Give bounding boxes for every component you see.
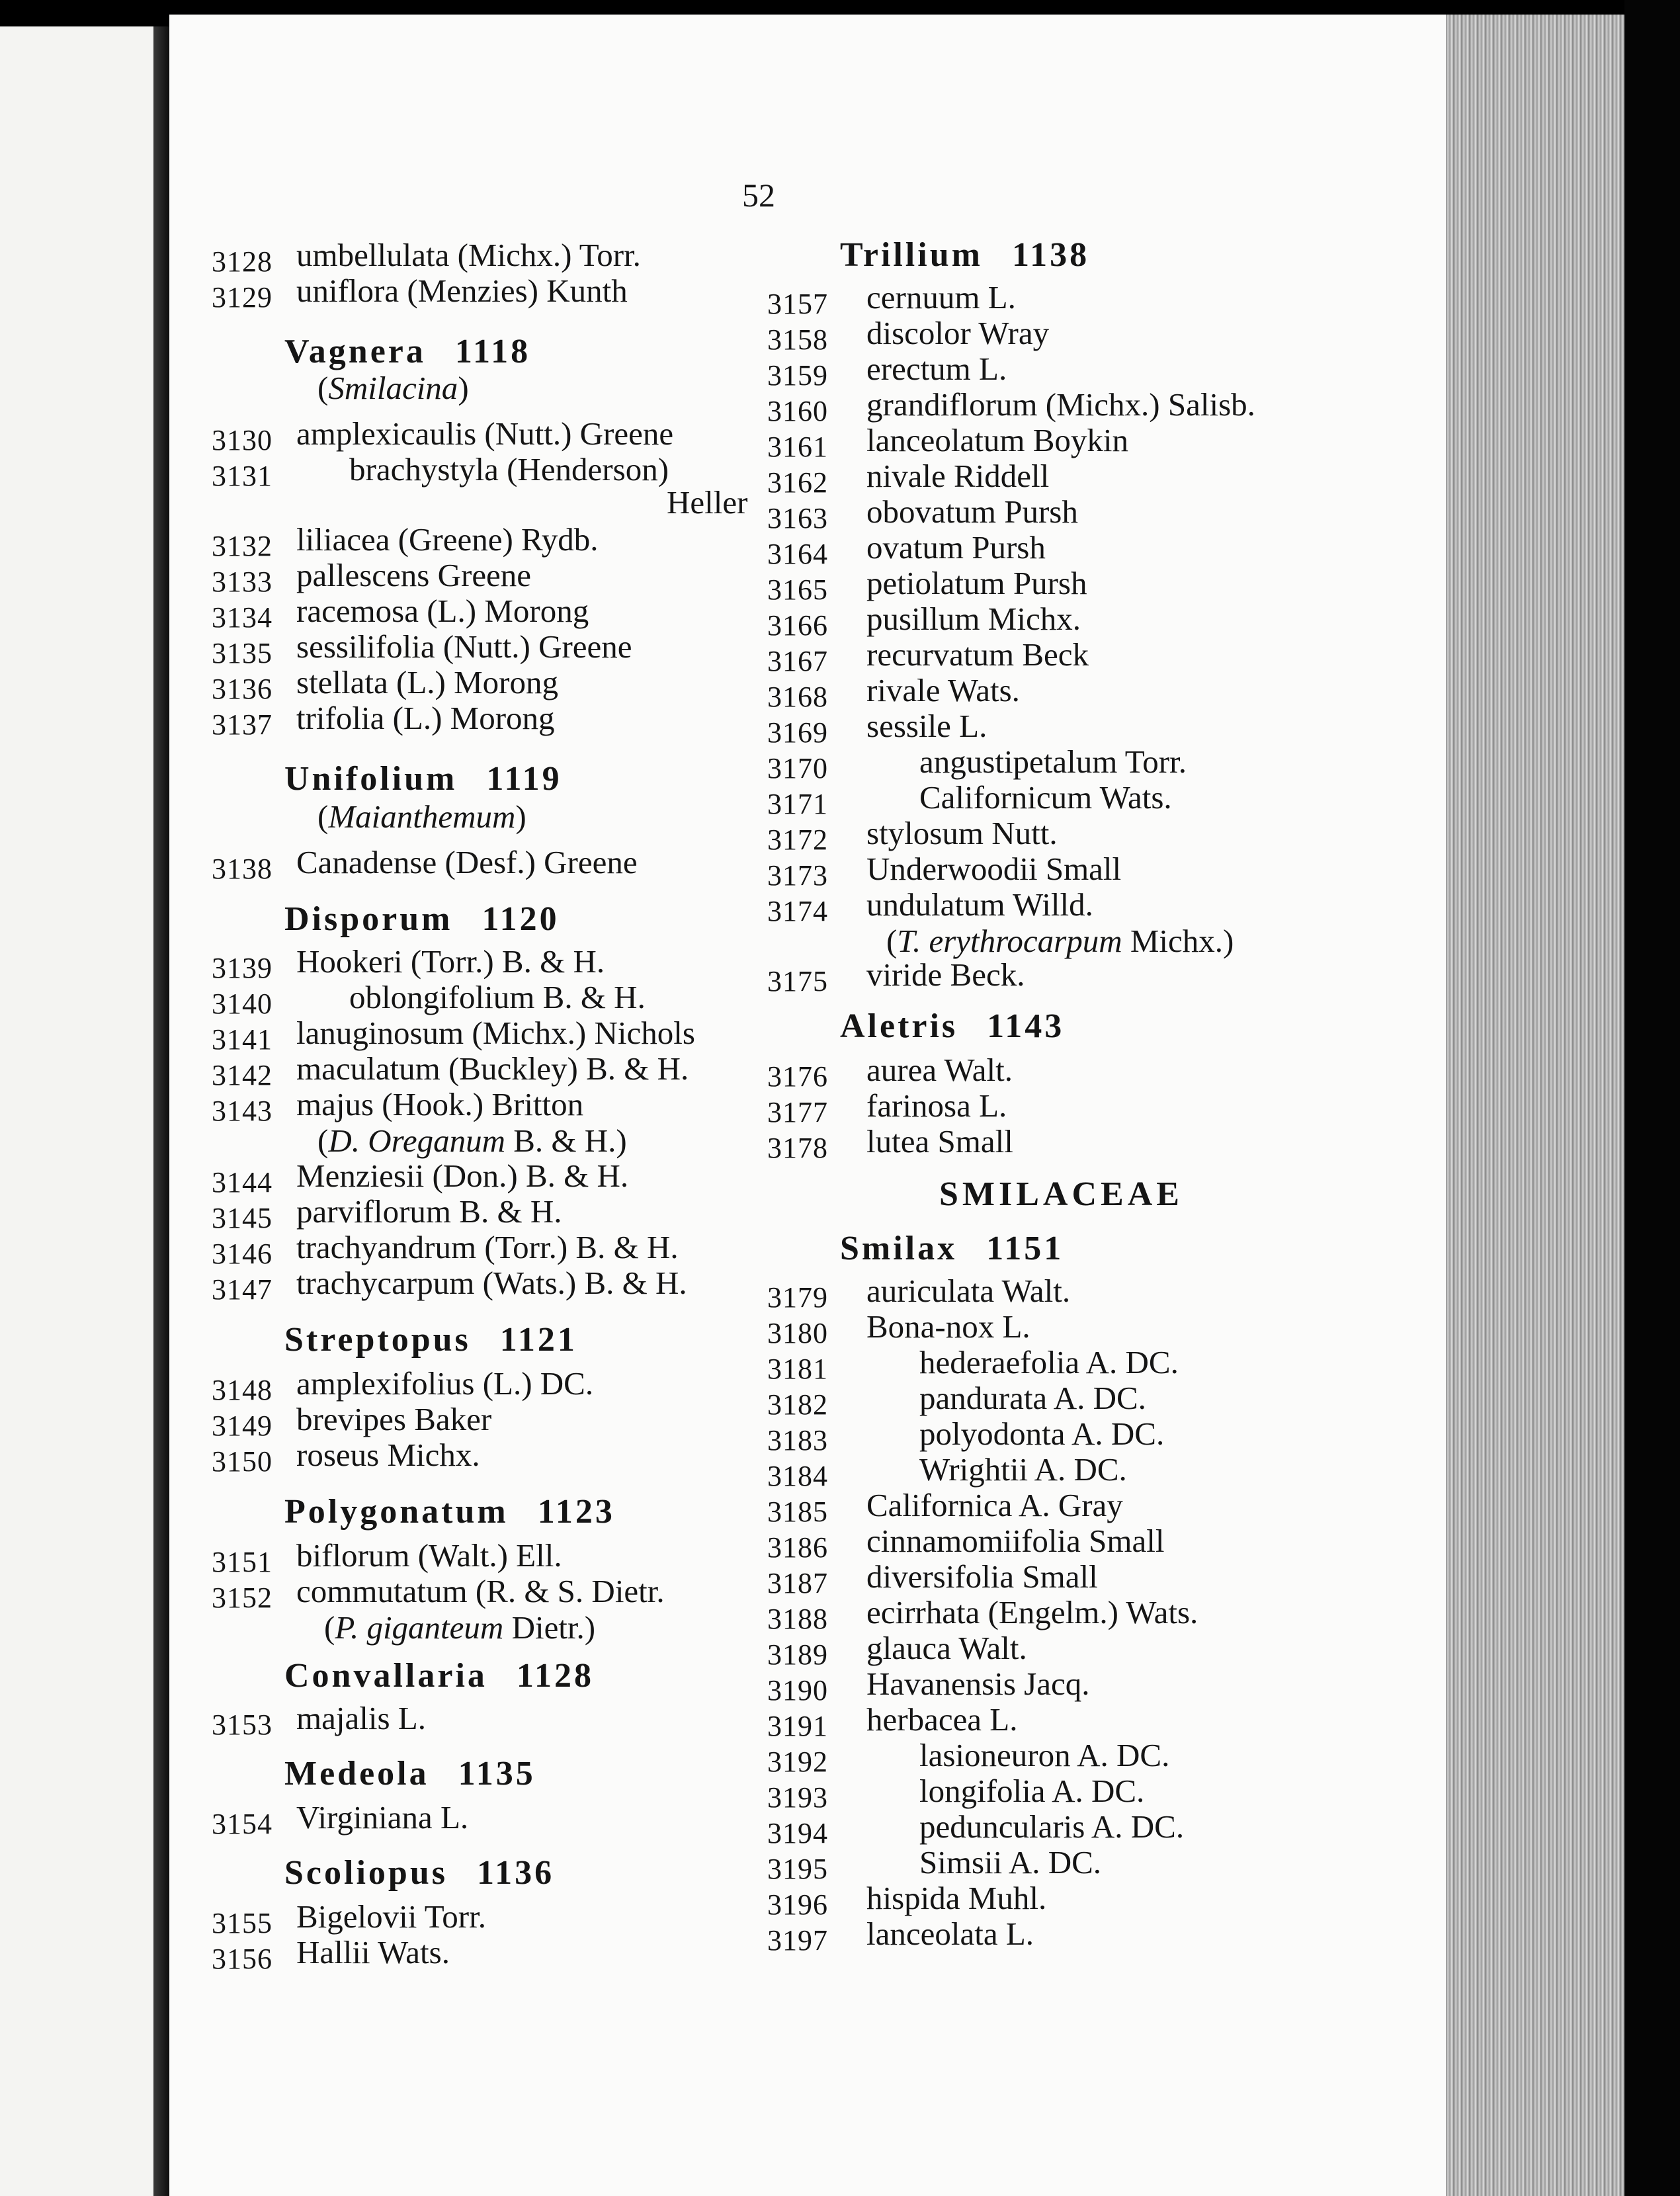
species-name: obovatum Pursh xyxy=(866,493,1078,530)
species-name: nivale Riddell xyxy=(866,458,1050,494)
species-name: maculatum (Buckley) B. & H. xyxy=(296,1050,689,1087)
species-name: brachystyla (Henderson) xyxy=(349,451,669,487)
entry-number: 3193 xyxy=(767,1781,828,1814)
entry-number: 3170 xyxy=(767,752,828,784)
species-name: rivale Wats. xyxy=(866,672,1020,708)
species-name: umbellulata (Michx.) Torr. xyxy=(296,237,641,273)
entry-number: 3194 xyxy=(767,1817,828,1849)
entry-number: 3129 xyxy=(212,281,273,314)
genus-name: Convallaria xyxy=(284,1657,487,1695)
species-name: lanceolata L. xyxy=(866,1916,1034,1952)
genus-name: Medeola xyxy=(284,1755,429,1793)
entry-number: 3168 xyxy=(767,681,828,713)
species-name: Simsii A. DC. xyxy=(919,1844,1102,1880)
entry-number: 3166 xyxy=(767,609,828,642)
genus-name: Trillium xyxy=(840,236,983,274)
entry-number: 3185 xyxy=(767,1496,828,1528)
entry-number: 3131 xyxy=(212,460,273,492)
entry-number: 3173 xyxy=(767,859,828,892)
species-name: lanceolatum Boykin xyxy=(866,422,1128,458)
previous-page-edge xyxy=(0,26,153,2196)
genus-code: 1120 xyxy=(482,900,560,938)
species-name: viride Beck. xyxy=(866,956,1025,993)
species-name: roseus Michx. xyxy=(296,1437,480,1473)
entry-number: 3147 xyxy=(212,1273,273,1306)
species-name: farinosa L. xyxy=(866,1087,1007,1124)
entry-number: 3175 xyxy=(767,965,828,997)
species-name: Californica A. Gray xyxy=(866,1487,1123,1523)
species-name: recurvatum Beck xyxy=(866,636,1089,673)
genus-heading xyxy=(284,900,560,939)
genus-name: Aletris xyxy=(840,1007,958,1045)
species-name: Canadense (Desf.) Greene xyxy=(296,844,638,880)
entry-number: 3148 xyxy=(212,1374,273,1406)
family-heading: SMILACEAE xyxy=(939,1175,1183,1213)
page-number: 52 xyxy=(742,177,775,214)
synonym-italic: T. erythrocarpum xyxy=(897,923,1122,959)
synonym-note: (P. giganteum Dietr.) xyxy=(324,1609,596,1646)
species-name: stylosum Nutt. xyxy=(866,815,1058,851)
entry-number: 3141 xyxy=(212,1023,273,1056)
genus-code: 1119 xyxy=(486,760,562,798)
entry-number: 3190 xyxy=(767,1674,828,1707)
entry-number: 3155 xyxy=(212,1907,273,1939)
entry-number: 3150 xyxy=(212,1445,273,1478)
entry-number: 3165 xyxy=(767,573,828,606)
page-stack-edges xyxy=(1446,15,1624,2196)
genus-heading xyxy=(284,759,562,798)
genus-name: Vagnera xyxy=(284,333,426,370)
species-name: Havanensis Jacq. xyxy=(866,1666,1090,1702)
species-name: pusillum Michx. xyxy=(866,601,1081,637)
genus-code: 1151 xyxy=(986,1230,1064,1267)
entry-number: 3177 xyxy=(767,1096,828,1128)
genus-name: Polygonatum xyxy=(284,1493,509,1531)
entry-number: 3171 xyxy=(767,788,828,820)
genus-name: Scoliopus xyxy=(284,1854,448,1892)
species-name: cernuum L. xyxy=(866,279,1016,316)
entry-number: 3188 xyxy=(767,1603,828,1635)
species-name: amplexicaulis (Nutt.) Greene xyxy=(296,415,674,452)
entry-number: 3176 xyxy=(767,1060,828,1093)
species-name: ovatum Pursh xyxy=(866,529,1046,566)
species-name: peduncularis A. DC. xyxy=(919,1808,1185,1845)
entry-number: 3137 xyxy=(212,708,273,741)
entry-number: 3133 xyxy=(212,566,273,598)
species-name: Menziesii (Don.) B. & H. xyxy=(296,1158,629,1194)
species-name: Hookeri (Torr.) B. & H. xyxy=(296,943,605,980)
entry-number: 3183 xyxy=(767,1424,828,1457)
genus-code: 1121 xyxy=(499,1321,577,1359)
species-name: brevipes Baker xyxy=(296,1401,492,1437)
entry-number: 3139 xyxy=(212,952,273,984)
genus-code: 1128 xyxy=(516,1657,595,1695)
entry-number: 3138 xyxy=(212,853,273,885)
entry-number: 3144 xyxy=(212,1166,273,1199)
entry-number: 3197 xyxy=(767,1924,828,1957)
species-name: sessilifolia (Nutt.) Greene xyxy=(296,628,632,665)
entry-number: 3164 xyxy=(767,538,828,570)
entry-number: 3162 xyxy=(767,466,828,499)
genus-code: 1136 xyxy=(476,1854,555,1892)
species-name: grandiflorum (Michx.) Salisb. xyxy=(866,386,1255,423)
species-name: Bigelovii Torr. xyxy=(296,1898,486,1935)
species-name: uniflora (Menzies) Kunth xyxy=(296,273,628,309)
species-name: lutea Small xyxy=(866,1123,1013,1160)
species-name: petiolatum Pursh xyxy=(866,565,1087,601)
species-name: oblongifolium B. & H. xyxy=(349,979,646,1015)
entry-number: 3180 xyxy=(767,1317,828,1349)
species-name: hederaefolia A. DC. xyxy=(919,1344,1179,1380)
entry-number: 3174 xyxy=(767,895,828,927)
entry-number: 3159 xyxy=(767,359,828,392)
entry-number: 3195 xyxy=(767,1853,828,1885)
entry-number: 3169 xyxy=(767,716,828,749)
species-name: aurea Walt. xyxy=(866,1052,1013,1088)
species-name: auriculata Walt. xyxy=(866,1273,1071,1309)
entry-number: 3153 xyxy=(212,1709,273,1741)
entry-number: 3178 xyxy=(767,1132,828,1164)
synonym-note: (Smilacina) xyxy=(317,370,469,406)
entry-number: 3136 xyxy=(212,673,273,705)
species-name: Hallii Wats. xyxy=(296,1934,450,1970)
species-name: trachycarpum (Wats.) B. & H. xyxy=(296,1265,687,1301)
species-name: polyodonta A. DC. xyxy=(919,1415,1165,1452)
species-name: pandurata A. DC. xyxy=(919,1380,1146,1416)
entry-number: 3172 xyxy=(767,824,828,856)
species-name: liliacea (Greene) Rydb. xyxy=(296,521,599,558)
species-name: longifolia A. DC. xyxy=(919,1773,1145,1809)
entry-number: 3192 xyxy=(767,1746,828,1778)
genus-name: Disporum xyxy=(284,900,453,938)
species-name: cinnamomiifolia Small xyxy=(866,1523,1165,1559)
species-name: diversifolia Small xyxy=(866,1558,1098,1595)
species-name: trifolia (L.) Morong xyxy=(296,700,555,736)
entry-number: 3179 xyxy=(767,1281,828,1314)
species-name: erectum L. xyxy=(866,351,1007,387)
species-name: Heller xyxy=(667,484,748,521)
species-name: hispida Muhl. xyxy=(866,1880,1047,1916)
synonym-italic: Maianthemum xyxy=(328,798,516,835)
species-name: parviflorum B. & H. xyxy=(296,1193,562,1230)
species-name: stellata (L.) Morong xyxy=(296,664,558,700)
genus-code: 1138 xyxy=(1011,236,1090,274)
entry-number: 3128 xyxy=(212,245,273,278)
genus-name: Streptopus xyxy=(284,1321,471,1359)
species-name: trachyandrum (Torr.) B. & H. xyxy=(296,1229,679,1265)
genus-code: 1135 xyxy=(458,1755,536,1793)
species-name: ecirrhata (Engelm.) Wats. xyxy=(866,1594,1198,1630)
entry-number: 3167 xyxy=(767,645,828,677)
entry-number: 3152 xyxy=(212,1582,273,1614)
species-name: lasioneuron A. DC. xyxy=(919,1737,1170,1773)
genus-heading xyxy=(284,1320,577,1359)
genus-heading xyxy=(284,332,530,371)
species-name: racemosa (L.) Morong xyxy=(296,593,589,629)
species-name: discolor Wray xyxy=(866,315,1050,351)
genus-name: Unifolium xyxy=(284,760,458,798)
synonym-note: (Maianthemum) xyxy=(317,798,526,835)
entry-number: 3156 xyxy=(212,1943,273,1975)
species-name: Virginiana L. xyxy=(296,1799,469,1836)
entry-number: 3186 xyxy=(767,1531,828,1564)
synonym-note: (D. Oreganum B. & H.) xyxy=(317,1122,627,1159)
synonym-italic: D. Oreganum xyxy=(328,1122,505,1159)
species-name: pallescens Greene xyxy=(296,557,532,593)
species-name: undulatum Willd. xyxy=(866,886,1093,923)
synonym-italic: Smilacina xyxy=(328,370,458,406)
entry-number: 3157 xyxy=(767,288,828,320)
genus-heading xyxy=(840,1229,1064,1268)
entry-number: 3196 xyxy=(767,1888,828,1921)
species-name: biflorum (Walt.) Ell. xyxy=(296,1537,562,1574)
entry-number: 3132 xyxy=(212,530,273,562)
entry-number: 3146 xyxy=(212,1238,273,1270)
genus-code: 1118 xyxy=(454,333,531,370)
species-name: majus (Hook.) Britton xyxy=(296,1086,584,1122)
entry-number: 3181 xyxy=(767,1353,828,1385)
synonym-note: (T. erythrocarpum Michx.) xyxy=(886,923,1234,959)
entry-number: 3191 xyxy=(767,1710,828,1742)
entry-number: 3163 xyxy=(767,502,828,534)
genus-heading xyxy=(284,1853,554,1892)
entry-number: 3149 xyxy=(212,1410,273,1442)
entry-number: 3182 xyxy=(767,1388,828,1421)
species-name: glauca Walt. xyxy=(866,1630,1027,1666)
species-name: amplexifolius (L.) DC. xyxy=(296,1365,594,1402)
entry-number: 3130 xyxy=(212,424,273,456)
genus-heading xyxy=(284,1754,536,1793)
entry-number: 3189 xyxy=(767,1638,828,1671)
genus-code: 1143 xyxy=(987,1007,1065,1045)
entry-number: 3187 xyxy=(767,1567,828,1599)
entry-number: 3140 xyxy=(212,988,273,1020)
entry-number: 3161 xyxy=(767,431,828,463)
synonym-italic: P. giganteum xyxy=(335,1609,504,1646)
scan-border xyxy=(1624,0,1680,2196)
entry-number: 3160 xyxy=(767,395,828,427)
entry-number: 3142 xyxy=(212,1059,273,1091)
species-name: Wrightii A. DC. xyxy=(919,1451,1127,1488)
entry-number: 3145 xyxy=(212,1202,273,1234)
entry-number: 3184 xyxy=(767,1460,828,1492)
genus-heading xyxy=(840,235,1089,274)
genus-heading xyxy=(284,1656,594,1695)
book-gutter xyxy=(153,26,169,2196)
genus-heading xyxy=(284,1492,615,1531)
entry-number: 3154 xyxy=(212,1808,273,1840)
species-name: majalis L. xyxy=(296,1700,426,1736)
entry-number: 3151 xyxy=(212,1546,273,1578)
species-name: Underwoodii Small xyxy=(866,851,1122,887)
species-name: commutatum (R. & S. Dietr. xyxy=(296,1573,665,1609)
species-name: lanuginosum (Michx.) Nichols xyxy=(296,1015,695,1051)
genus-heading xyxy=(840,1007,1064,1046)
species-name: Californicum Wats. xyxy=(919,779,1172,816)
entry-number: 3134 xyxy=(212,601,273,634)
species-name: sessile L. xyxy=(866,708,987,744)
species-name: Bona-nox L. xyxy=(866,1308,1030,1345)
genus-name: Smilax xyxy=(840,1230,958,1267)
genus-code: 1123 xyxy=(537,1493,615,1531)
species-name: herbacea L. xyxy=(866,1701,1018,1738)
species-name: angustipetalum Torr. xyxy=(919,743,1187,780)
entry-number: 3158 xyxy=(767,323,828,356)
entry-number: 3143 xyxy=(212,1095,273,1127)
entry-number: 3135 xyxy=(212,637,273,669)
